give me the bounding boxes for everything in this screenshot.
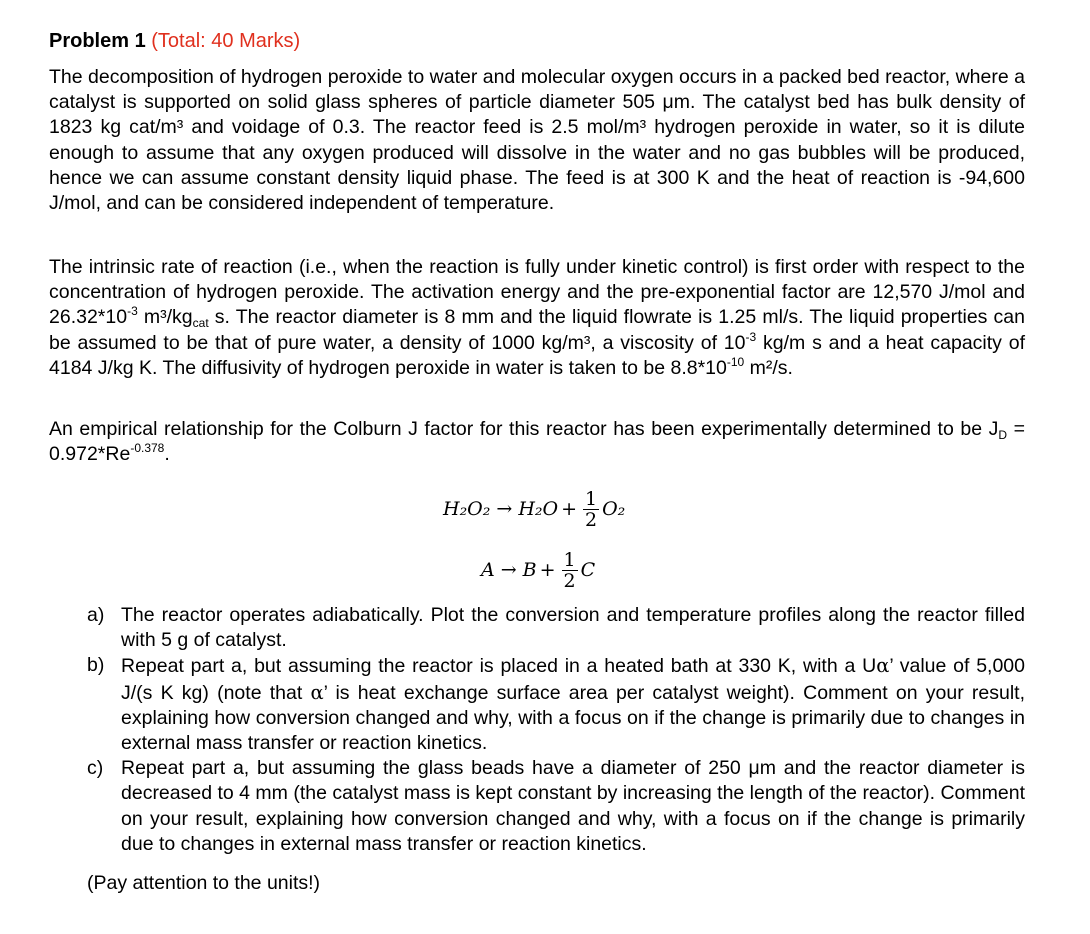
problem-label: Problem 1: [49, 30, 146, 52]
eq1-plus: +: [561, 498, 577, 520]
paragraph-colburn: [49, 417, 1025, 467]
kinetics-exp-1: -3: [127, 304, 138, 319]
question-b-alpha: α: [876, 654, 890, 678]
colburn-exp: -0.378: [130, 441, 165, 456]
eq1-product2: O₂: [602, 498, 626, 520]
question-b-alpha-2: α: [310, 680, 324, 704]
eq1-lhs: H₂O₂: [443, 498, 491, 520]
question-c: [87, 756, 1025, 857]
eq2-lhs: A: [481, 559, 495, 581]
kinetics-exp-3: -10: [726, 354, 745, 369]
question-a-label: a): [87, 604, 105, 626]
question-b-text-end: ’ is heat exchange surface area per catalyst weight). Comment on your result, explaining how conversion changed and why, with a focus on if the change is primarily due to changes in external mass transfer or reaction kinetics.: [121, 681, 1025, 755]
question-c-text: Repeat part a, but assuming the glass beads have a diameter of 250 μm and the reactor diameter is decreased to 4 mm (the catalyst mass is kept constant by increasing the length of the reactor). Comment on your result, explaining how conversion changed and why, with a focus on if the change is primarily due to changes in external mass transfer or reaction kinetics.: [121, 757, 1025, 855]
eq1-frac-den: 2: [585, 508, 598, 531]
kinetics-text-4: kg/m s and a heat capacity of 4184 J/kg K. The diffusivity of hydrogen peroxide in water is taken to be 8.8*10: [49, 331, 1026, 379]
question-b: [87, 653, 1025, 756]
eq1-frac-num: 1: [585, 487, 598, 510]
eq2-plus: +: [539, 559, 556, 581]
generic-equation: [481, 542, 595, 598]
eq1-arrow: →: [496, 498, 513, 520]
question-b-text-post: ’ value of 5,000 J/(s K kg) (note that: [121, 655, 1025, 704]
eq2-frac-num: 1: [563, 548, 576, 571]
question-b-label: b): [87, 654, 105, 677]
eq1-fraction: [583, 489, 599, 530]
colburn-text-3: .: [164, 443, 170, 466]
marks-label: (Total: 40 Marks): [151, 30, 301, 52]
question-c-label: c): [87, 757, 104, 780]
paragraph-intro: The decomposition of hydrogen peroxide to water and molecular oxygen occurs in a packed bed reactor, where a catalyst is supported on solid glass spheres of particle diameter 505 μm. The catalyst bed has bulk density of 1823 kg cat/m³ and voidage of 0.3. The reactor feed is 2.5 mol/m³ hydrogen peroxide in water, so it is dilute enough to assume that any oxygen produced will dissolve in the water and no gas bubbles will be produced, hence we can assume constant density liquid phase. The feed is at 300 K and the heat of reaction is -94,600 J/mol, and can be considered independent of temperature.: [49, 66, 1025, 215]
question-b-text: [121, 653, 1025, 756]
colburn-text-2: = 0.972*Re: [49, 418, 1025, 466]
eq2-fraction: [562, 550, 578, 591]
question-list: [87, 603, 1025, 857]
units-note: (Pay attention to the units!): [87, 872, 321, 894]
eq2-product1: B: [522, 559, 537, 581]
problem-title: [49, 27, 300, 55]
kinetics-text-5: m²/s.: [744, 356, 793, 379]
colburn-sub-d: D: [998, 428, 1008, 442]
colburn-text-1: An empirical relationship for the Colburn J factor for this reactor has been experimentally determined to be J: [49, 418, 999, 440]
reaction-equation: [443, 481, 625, 537]
question-a: [87, 603, 1025, 653]
eq1-product1: H₂O: [518, 498, 559, 520]
question-a-text: The reactor operates adiabatically. Plot the conversion and temperature profiles along the reactor filled with 5 g of catalyst.: [121, 604, 1025, 652]
eq2-product2: C: [580, 559, 596, 581]
kinetics-text-1: The intrinsic rate of reaction (i.e., when the reaction is fully under kinetic control) is first order with respect to the concentration of hydrogen peroxide. The activation energy and the pre-exponential factor are 12,570 J/mol and 26.32*10: [49, 256, 1025, 329]
kinetics-text-2: m³/kg: [137, 306, 193, 329]
kinetics-sub-cat: cat: [192, 316, 209, 331]
eq2-arrow: →: [500, 559, 517, 581]
eq2-frac-den: 2: [563, 569, 576, 592]
kinetics-exp-2: -3: [745, 329, 757, 344]
paragraph-kinetics: [49, 255, 1025, 381]
kinetics-text-3: s. The reactor diameter is 8 mm and the liquid flowrate is 1.25 ml/s. The liquid properties can be assumed to be that of pure water, a density of 1000 kg/m³, a viscosity of 10: [49, 306, 1025, 354]
question-b-text-pre: Repeat part a, but assuming the reactor is placed in a heated bath at 330 K, with a U: [121, 655, 877, 678]
